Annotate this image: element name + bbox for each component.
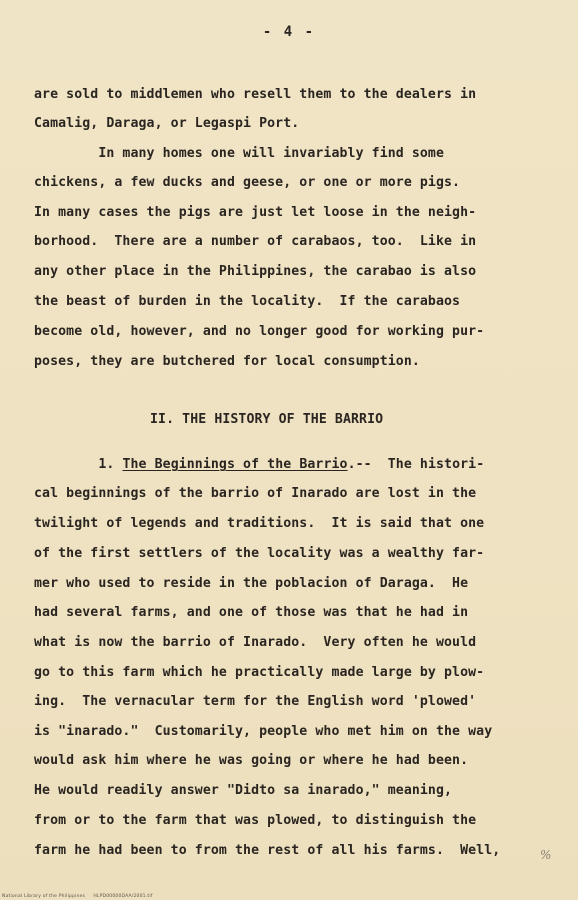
subsection-indent [34,457,98,472]
text-line: from or to the farm that was plowed, to distinguish the [34,813,477,828]
text-line: would ask him where he was going or where he had been. [34,753,469,768]
text-line: are sold to middlemen who resell them to the dealers in [34,87,477,102]
text-line: what is now the barrio of Inarado. Very often he would [34,635,477,650]
text-line: the beast of burden in the locality. If the carabaos [34,294,461,309]
text-line: chickens, a few ducks and geese, or one or more pigs. [34,175,461,190]
text-line: He would readily answer "Didto sa inarado," meaning, [34,783,453,798]
subsection-line [34,457,484,472]
text-line: of the first settlers of the locality was a wealthy far- [34,546,485,561]
text-line: ing. The vernacular term for the English word 'plowed' [34,694,477,709]
subsection-number: 1. [98,457,123,472]
text-line: borhood. There are a number of carabaos, too. Like in [34,234,477,249]
text-line: had several farms, and one of those was that he had in [34,605,469,620]
scan-footer: National Library of the Philippines HLPD00000DAA/2001.tif [2,894,153,899]
text-line: cal beginnings of the barrio of Inarado are lost in the [34,486,477,501]
text-line: twilight of legends and traditions. It is said that one [34,516,485,531]
text-line: In many cases the pigs are just let loose in the neigh- [34,205,477,220]
handwritten-margin-mark: % [540,848,552,862]
text-line: Camalig, Daraga, or Legaspi Port. [34,116,300,131]
subsection-continuation: .-- The histori- [347,457,485,472]
text-line: mer who used to reside in the poblacion of Daraga. He [34,576,469,591]
subsection-title: The Beginnings of the Barrio [122,457,348,472]
text-line: poses, they are butchered for local consumption. [34,354,420,369]
text-line: is "inarado." Customarily, people who met him on the way [34,724,493,739]
section-heading: II. THE HISTORY OF THE BARRIO [150,412,384,427]
page-number: - 4 - [262,24,316,40]
text-line: any other place in the Philippines, the carabao is also [34,264,477,279]
text-line: go to this farm which he practically made large by plow- [34,665,485,680]
text-line: In many homes one will invariably find some [34,146,445,161]
text-line: farm he had been to from the rest of all his farms. Well, [34,843,501,858]
text-line: become old, however, and no longer good for working pur- [34,324,485,339]
